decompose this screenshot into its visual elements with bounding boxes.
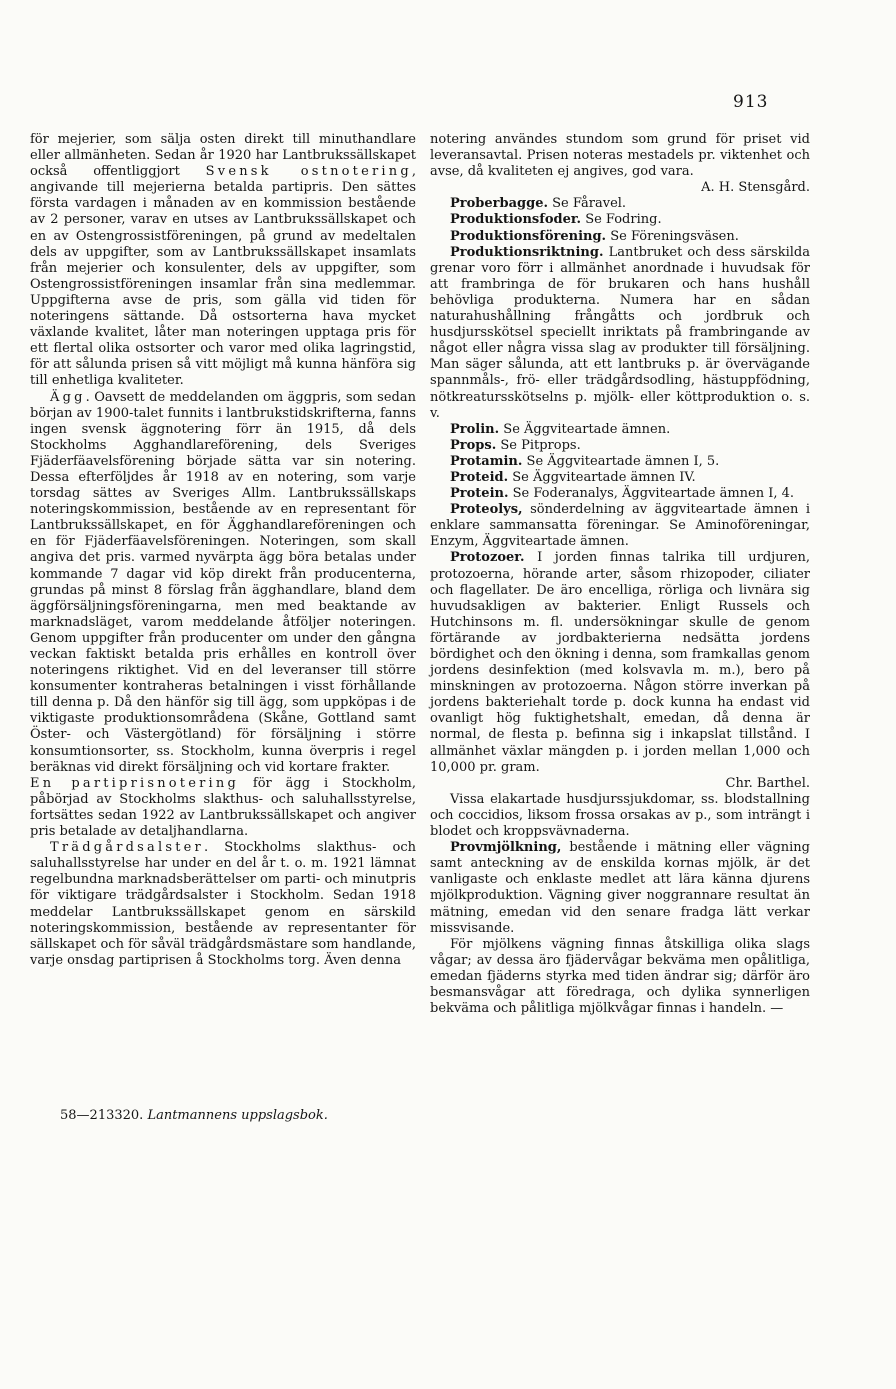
right-column — [430, 132, 810, 1017]
spaced-term: Ägg — [50, 389, 86, 405]
signature: Chr. Barthel. — [725, 775, 810, 791]
protozoer-note: Vissa elakartade husdjurssjukdomar, ss. blodstallning och coccidios, liksom frossa orsakas av p., som inträngt i blodet och kroppsvävnaderna. — [430, 791, 810, 840]
intro-paragraph: notering användes stundom som grund för priset vid leveransavtal. Prisen noteras mestadels pr. viktenhet och avse, då kvaliteten ej angives, god vara. A. H. Stensgård. — [430, 132, 810, 196]
entry: Protein. Se Foderanalys, Äggviteartade ämnen I, 4. — [450, 486, 795, 502]
entry: Produktionsfoder. Se Fodring. — [450, 212, 662, 228]
entry-head: Proteid. — [450, 469, 509, 485]
entry-head: Produktionsförening. — [450, 228, 607, 244]
footer-number: 58—213320. — [60, 1108, 144, 1123]
spaced-term: Svensk ostnotering — [205, 164, 412, 180]
entry: Protozoer. I jorden finnas talrika till urdjuren, protozoerna, hörande arter, såsom rhizopoder, ciliater och flagellater. De äro encelliga, rörliga och livnära sig huvudsakligen av bakterier. Enligt Russels och Hutchinsons m. fl. undersökningar skulle de genom förtärande av jordbakterierna nedsätta jordens bördighet och den ökning i denna, som framkallas genom jordens desinfektion (med kolsvavla m. m.), bero på minskningen av protozoerna. Någon större inverkan på jordens bakteriehalt torde p. dock kunna ha endast vid ovanligt hög fuktighetshalt, emedan, då denna är normal, de flesta p. befinna sig i inkapslat tillstånd. I allmänhet växlar mängden p. i jorden mellan 1,000 och 10,000 pr. gram. Chr. Barthel. — [430, 550, 810, 791]
entry: Prolin. Se Äggviteartade ämnen. — [450, 421, 671, 437]
entry-head: Provmjölkning, — [450, 840, 562, 856]
entry: Protamin. Se Äggviteartade ämnen I, 5. — [450, 453, 720, 469]
entry-head: Protozoer. — [450, 550, 525, 566]
entries-list — [430, 196, 810, 791]
entry: Proteolys, sönderdelning av äggviteartade ämnen i enklare sammansatta föreningar. Se Aminoföreningar, Enzym, Äggviteartade ämnen. — [430, 502, 810, 550]
entry-head: Produktionsfoder. — [450, 212, 582, 228]
entry-provmjolkning: Provmjölkning, bestående i mätning eller vägning samt anteckning av de enskilda kornas mjölk, är det vanligaste och enklaste medlet att lära känna djurens mjölkproduktion. Vägning giver noggrannare resultat än mätning, emedan vid den senare fradga lätt verkar missvisande. — [430, 840, 811, 936]
entry-head: Proberbagge. — [450, 196, 548, 212]
signature: A. H. Stensgård. — [701, 180, 810, 196]
footer — [60, 1108, 328, 1123]
entry: Proberbagge. Se Fåravel. — [450, 196, 627, 212]
ostnotering-paragraph: för mejerier, som sälja osten direkt till minuthandlare eller allmänheten. Sedan år 1920 har Lantbrukssällskapet också offentliggjort Svensk ostnotering, angivande till mejerierna betalda partipris. Den sättes första vardagen i månaden av en kommission bestående av 2 personer, varav en utses av Lantbrukssällskapet och en av Ostengrossistföreningen, på grund av medeltalen dels av uppgifter, som av Lantbrukssällskapet insamlats från mejerier och konsulenter, dels av uppgifter, som Ostengrossistföreningen insamlar från sina medlemmar. Uppgifterna avse de pris, som gälla vid tiden för noteringens sättande. Då ostsorterna hava mycket växlande kvalitet, låter man noteringen upptaga pris för ett flertal olika ostsorter och varor med olika lagringstid, för att sålunda prisen så vitt möjligt må kunna hänföra sig till enhetliga kvaliteter. — [30, 132, 416, 389]
partipris-paragraph: En partiprisnotering för ägg i Stockholm, påbörjad av Stockholms slakthus- och saluhallsstyrelse, fortsättes sedan 1922 av Lantbrukssällskapet och angiver pris betalade av detaljhandlarna. — [30, 775, 416, 840]
entry-head: Proteolys, — [450, 502, 523, 518]
left-column — [30, 132, 416, 969]
tradgard-paragraph: Trädgårdsalster. Stockholms slakthus- och saluhallsstyrelse har under en del år t. o. m. 1921 lämnat regelbundna marknadsberättelser om parti- och minutpris för viktigare trädgårdsalster i Stockholm. Sedan 1918 meddelar Lantbrukssällskapet genom en särskild noteringskommission, bestående av representanter för sällskapet och för såväl trädgårdsmästare som handlande, varje onsdag partiprisen å Stockholms torg. Även denna — [30, 840, 416, 968]
entry: Produktionsriktning. Lantbruket och dess särskilda grenar voro förr i allmänhet anordnade i huvudsak för att frambringa de för brukaren och hans hushåll behövliga produkterna. Numera har en sådan naturahushållning frångåtts och jordbruk och husdjursskötsel speciellt inriktats på frambringande av något eller några vissa slag av produkter till försäljning. Man säger sålunda, att ett lantbruks p. är övervägande spannmåls-, frö- eller trädgårdsodling, hästuppfödning, nötkreatursskötselns p. mjölk- eller köttproduktion o. s. v. — [430, 244, 810, 421]
entry: Produktionsförening. Se Föreningsväsen. — [450, 228, 739, 244]
entry-head: Prolin. — [450, 421, 500, 437]
agg-paragraph: Ägg. Oavsett de meddelanden om äggpris, som sedan början av 1900-talet funnits i lantbrukstidskrifterna, fanns ingen svensk äggnotering förr än 1915, då dels Stockholms Agghandlareförening, dels Sveriges Fjäderfäavelsförening började sätta var sin notering. Dessa efterföljdes år 1918 av en notering, som varje torsdag sättes av Sveriges Allm. Lantbrukssällskaps noteringskommission, bestående av en representant för Lantbrukssällskapet, en för Ägghandlareföreningen och en för Fjäderfäavelsföreningen. Noteringen, som skall angiva det pris. varmed nyvärpta ägg böra betalas under kommande 7 dagar vid köp direkt från producenterna, grundas på minst 8 förslag från ägghandlare, bland dem äggförsäljningsföreningarna, men med beaktande av marknadsläget, varom meddelande åtföljer noteringen. Genom uppgifter från producenter om under den gångna veckan faktiskt betalda pris erhålles en kontroll över noteringens riktighet. Vid en del leveranser till större konsumenter kontraheras betalningen i visst förhållande till denna p. Då den hänför sig till ägg, som uppköpas i de viktigaste produktionsområdena (Skåne, Gottland samt Öster- och Västergötland) för försäljning i större konsumtionsorter, ss. Stockholm, kunna överpris i regel beräknas vid direkt försäljning och vid kortare frakter. — [30, 389, 416, 775]
entry: Proteid. Se Äggviteartade ämnen IV. — [450, 469, 696, 485]
entry-head: Props. — [450, 437, 497, 453]
entry: Props. Se Pitprops. — [450, 437, 581, 453]
spaced-term: Trädgårdsalster — [50, 840, 204, 856]
entry-head: Produktionsriktning. — [450, 244, 604, 260]
provmjolkning-continuation: För mjölkens vägning finnas åtskilliga olika slags vågar; av dessa äro fjädervågar bekväma men opålitliga, emedan fjäderns styrka med tiden ändrar sig; därför äro besmansvågar att föredraga, och dylika synnerligen bekväma och pålitliga mjölkvågar finnas i handeln. — — [430, 936, 810, 1017]
entry-head: Protein. — [450, 486, 509, 502]
entry-head: Protamin. — [450, 453, 523, 469]
footer-title: Lantmannens uppslagsbok. — [147, 1108, 328, 1123]
page-number: 913 — [733, 92, 769, 112]
spaced-term: En partiprisnotering — [30, 775, 239, 791]
